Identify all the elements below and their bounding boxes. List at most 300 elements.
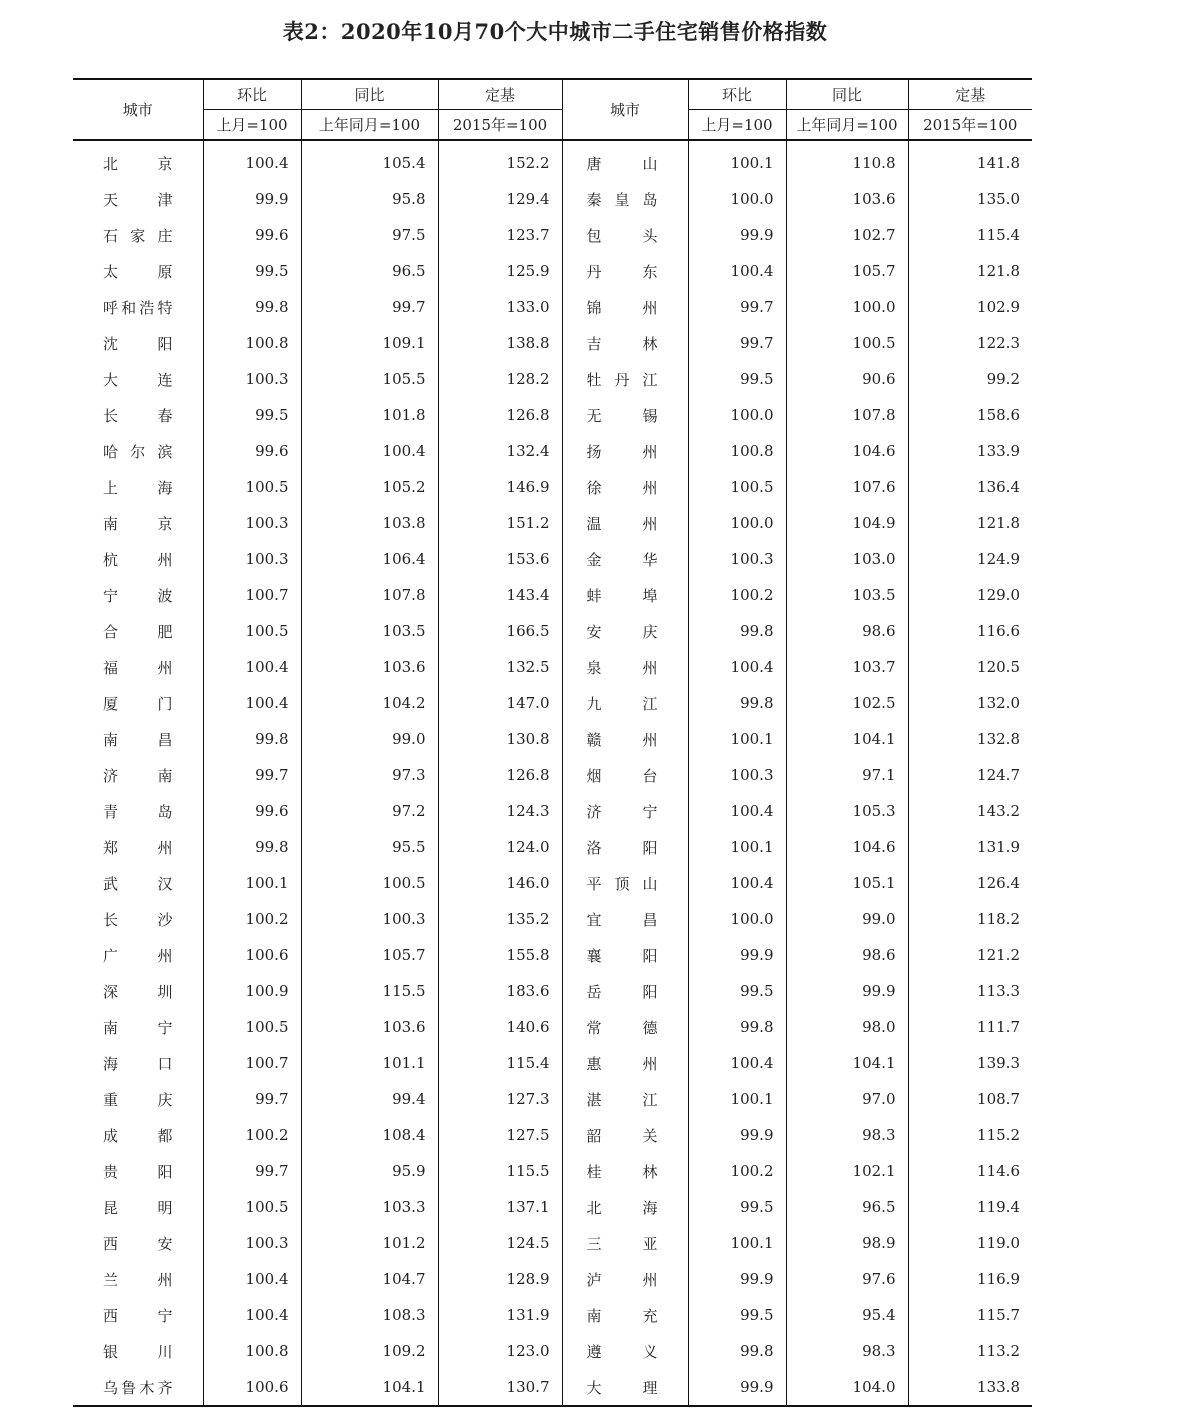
fixed-base-value: 130.8 [438, 721, 562, 757]
mom-value: 100.3 [203, 1225, 301, 1261]
yoy-value: 104.7 [301, 1261, 438, 1297]
city-name-right: 牡丹江 [562, 361, 688, 397]
city-name-right: 泸州 [562, 1261, 688, 1297]
city-name: 广州 [103, 946, 173, 965]
fixed-base-value: 128.2 [438, 361, 562, 397]
city-name: 宁波 [103, 586, 173, 605]
city-name: 西安 [103, 1234, 173, 1253]
yoy-value: 101.2 [301, 1225, 438, 1261]
mom-value: 99.5 [203, 397, 301, 433]
mom-value: 99.8 [203, 289, 301, 325]
fixed-base-value: 129.4 [438, 181, 562, 217]
yoy-value-right: 97.6 [786, 1261, 908, 1297]
city-name-right: 扬州 [562, 433, 688, 469]
city-column-header: 城市 [122, 101, 153, 119]
yoy-value-right: 98.6 [786, 937, 908, 973]
mom-value-right: 100.3 [688, 757, 786, 793]
yoy-value-right: 90.6 [786, 361, 908, 397]
fixed-base-value-right: 131.9 [908, 829, 1032, 865]
yoy-value-right: 110.8 [786, 140, 908, 181]
city-name-right: 赣州 [562, 721, 688, 757]
yoy-value: 97.5 [301, 217, 438, 253]
fixed-base-value-right: 135.0 [908, 181, 1032, 217]
mom-value-right: 99.7 [688, 325, 786, 361]
yoy-value: 95.9 [301, 1153, 438, 1189]
city-name: 青岛 [103, 802, 173, 821]
yoy-base-subheader: 上年同月=100 [301, 110, 438, 141]
fixed-base-value-right: 133.9 [908, 433, 1032, 469]
city-name: 沈阳 [103, 334, 173, 353]
table-body [73, 140, 1032, 1406]
yoy-column-header-right: 同比 [786, 79, 908, 110]
table-row [73, 1333, 1032, 1369]
fixed-base-value: 146.0 [438, 865, 562, 901]
table-row [73, 181, 1032, 217]
yoy-value-right: 98.3 [786, 1333, 908, 1369]
mom-value: 100.3 [203, 541, 301, 577]
yoy-value: 100.4 [301, 433, 438, 469]
fixed-base-value-right: 116.6 [908, 613, 1032, 649]
table-row [73, 253, 1032, 289]
fixed-base-value-right: 119.4 [908, 1189, 1032, 1225]
city-name-right: 吉林 [562, 325, 688, 361]
yoy-value: 97.3 [301, 757, 438, 793]
fixed-base-value-right: 118.2 [908, 901, 1032, 937]
fixed-base-value: 132.5 [438, 649, 562, 685]
fixed-base-value-right: 132.0 [908, 685, 1032, 721]
yoy-value-right: 104.6 [786, 433, 908, 469]
city-name: 厦门 [103, 694, 173, 713]
city-name: 南宁 [103, 1018, 173, 1037]
fixed-base-value: 115.5 [438, 1153, 562, 1189]
yoy-value: 104.2 [301, 685, 438, 721]
city-name: 银川 [103, 1342, 173, 1361]
fixed-base-value: 138.8 [438, 325, 562, 361]
fixed-base-value-right: 116.9 [908, 1261, 1032, 1297]
yoy-value-right: 107.8 [786, 397, 908, 433]
fixed-base-value-right: 111.7 [908, 1009, 1032, 1045]
fixed-base-value-right: 113.3 [908, 973, 1032, 1009]
table-row [73, 829, 1032, 865]
city-name-right: 韶关 [562, 1117, 688, 1153]
table-row [73, 541, 1032, 577]
yoy-value-right: 103.7 [786, 649, 908, 685]
city-name: 北京 [103, 154, 173, 173]
mom-value-right: 100.5 [688, 469, 786, 505]
fixed-base-value: 132.4 [438, 433, 562, 469]
mom-value: 100.7 [203, 1045, 301, 1081]
mom-value-right: 100.1 [688, 1081, 786, 1117]
mom-value: 100.8 [203, 1333, 301, 1369]
mom-value: 100.5 [203, 469, 301, 505]
mom-value-right: 99.9 [688, 1369, 786, 1406]
mom-value: 100.4 [203, 1297, 301, 1333]
yoy-value-right: 105.7 [786, 253, 908, 289]
yoy-value: 105.4 [301, 140, 438, 181]
mom-value: 100.5 [203, 613, 301, 649]
mom-column-header: 环比 [203, 79, 301, 110]
yoy-value-right: 98.3 [786, 1117, 908, 1153]
yoy-value-right: 98.9 [786, 1225, 908, 1261]
fixed-base-value-right: 119.0 [908, 1225, 1032, 1261]
city-name-right: 常德 [562, 1009, 688, 1045]
fixed-base-value: 123.7 [438, 217, 562, 253]
yoy-value: 108.3 [301, 1297, 438, 1333]
mom-base-subheader: 上月=100 [203, 110, 301, 141]
yoy-value-right: 99.0 [786, 901, 908, 937]
city-name: 兰州 [103, 1270, 173, 1289]
mom-value: 100.4 [203, 649, 301, 685]
mom-value-right: 100.1 [688, 829, 786, 865]
city-name: 天津 [103, 190, 173, 209]
fixed-base-value: 155.8 [438, 937, 562, 973]
city-name: 昆明 [103, 1198, 173, 1217]
yoy-value: 103.6 [301, 649, 438, 685]
fixed-base-value-right: 132.8 [908, 721, 1032, 757]
fixed-base-value: 124.3 [438, 793, 562, 829]
mom-value: 100.5 [203, 1009, 301, 1045]
yoy-column-header: 同比 [301, 79, 438, 110]
table-row [73, 1189, 1032, 1225]
table-row [73, 1009, 1032, 1045]
fixed-base-value-right: 121.2 [908, 937, 1032, 973]
city-name: 贵阳 [103, 1162, 173, 1181]
city-name: 武汉 [103, 874, 173, 893]
city-name: 呼和浩特 [103, 298, 173, 317]
yoy-value: 108.4 [301, 1117, 438, 1153]
mom-value: 99.8 [203, 829, 301, 865]
yoy-value-right: 102.7 [786, 217, 908, 253]
mom-value-right: 99.5 [688, 1189, 786, 1225]
city-name: 深圳 [103, 982, 173, 1001]
city-name-right: 温州 [562, 505, 688, 541]
table-row [73, 469, 1032, 505]
fixed-base-subheader-right: 2015年=100 [908, 110, 1032, 141]
yoy-value-right: 103.5 [786, 577, 908, 613]
yoy-value: 109.2 [301, 1333, 438, 1369]
fixed-base-value-right: 122.3 [908, 325, 1032, 361]
city-name: 合肥 [103, 622, 173, 641]
yoy-value-right: 104.9 [786, 505, 908, 541]
mom-value: 100.3 [203, 361, 301, 397]
mom-value-right: 99.9 [688, 1261, 786, 1297]
table-row [73, 217, 1032, 253]
yoy-value-right: 105.1 [786, 865, 908, 901]
yoy-value-right: 100.5 [786, 325, 908, 361]
city-name-right: 锦州 [562, 289, 688, 325]
mom-value-right: 100.4 [688, 1045, 786, 1081]
mom-column-header-right: 环比 [688, 79, 786, 110]
mom-value-right: 100.4 [688, 793, 786, 829]
mom-value: 100.4 [203, 1261, 301, 1297]
fixed-base-value: 133.0 [438, 289, 562, 325]
table-row [73, 1369, 1032, 1406]
yoy-value: 103.8 [301, 505, 438, 541]
mom-value-right: 100.0 [688, 901, 786, 937]
fixed-base-value: 126.8 [438, 397, 562, 433]
table-row [73, 1081, 1032, 1117]
fixed-base-column-header-right: 定基 [908, 79, 1032, 110]
table-row [73, 685, 1032, 721]
fixed-base-value-right: 121.8 [908, 253, 1032, 289]
table-row [73, 901, 1032, 937]
table-row [73, 793, 1032, 829]
yoy-value-right: 97.1 [786, 757, 908, 793]
fixed-base-value: 135.2 [438, 901, 562, 937]
mom-value: 99.8 [203, 721, 301, 757]
mom-value-right: 99.8 [688, 613, 786, 649]
mom-base-subheader-right: 上月=100 [688, 110, 786, 141]
mom-value-right: 100.4 [688, 649, 786, 685]
city-name-right: 大理 [562, 1369, 688, 1406]
table-title: 表2：2020年10月70个大中城市二手住宅销售价格指数 [282, 19, 828, 44]
fixed-base-value: 124.5 [438, 1225, 562, 1261]
fixed-base-value: 130.7 [438, 1369, 562, 1406]
city-name: 上海 [103, 478, 173, 497]
mom-value: 99.6 [203, 793, 301, 829]
mom-value: 99.7 [203, 1081, 301, 1117]
yoy-value-right: 100.0 [786, 289, 908, 325]
mom-value: 100.1 [203, 865, 301, 901]
mom-value: 100.5 [203, 1189, 301, 1225]
table-row [73, 325, 1032, 361]
yoy-value: 105.5 [301, 361, 438, 397]
yoy-value: 103.3 [301, 1189, 438, 1225]
city-name-right: 秦皇岛 [562, 181, 688, 217]
fixed-base-column-header: 定基 [438, 79, 562, 110]
mom-value-right: 99.5 [688, 361, 786, 397]
mom-value-right: 99.8 [688, 1333, 786, 1369]
city-name: 乌鲁木齐 [103, 1378, 173, 1397]
yoy-value: 101.1 [301, 1045, 438, 1081]
mom-value: 100.6 [203, 937, 301, 973]
yoy-value-right: 104.0 [786, 1369, 908, 1406]
city-name: 重庆 [103, 1090, 173, 1109]
fixed-base-value: 147.0 [438, 685, 562, 721]
yoy-value: 99.4 [301, 1081, 438, 1117]
fixed-base-value: 143.4 [438, 577, 562, 613]
yoy-value: 105.7 [301, 937, 438, 973]
mom-value-right: 100.2 [688, 1153, 786, 1189]
yoy-value-right: 105.3 [786, 793, 908, 829]
yoy-value: 100.5 [301, 865, 438, 901]
mom-value: 99.6 [203, 217, 301, 253]
yoy-value: 95.5 [301, 829, 438, 865]
mom-value-right: 99.9 [688, 1117, 786, 1153]
fixed-base-value: 183.6 [438, 973, 562, 1009]
fixed-base-value: 123.0 [438, 1333, 562, 1369]
mom-value-right: 99.5 [688, 973, 786, 1009]
mom-value-right: 100.0 [688, 505, 786, 541]
mom-value-right: 99.8 [688, 1009, 786, 1045]
yoy-value-right: 104.6 [786, 829, 908, 865]
fixed-base-value-right: 108.7 [908, 1081, 1032, 1117]
table-row [73, 1117, 1032, 1153]
city-name-right: 宜昌 [562, 901, 688, 937]
fixed-base-value-right: 136.4 [908, 469, 1032, 505]
table-header [73, 79, 1032, 140]
city-column-header-right: 城市 [562, 79, 688, 140]
mom-value-right: 99.9 [688, 937, 786, 973]
fixed-base-value-right: 124.7 [908, 757, 1032, 793]
mom-value-right: 99.8 [688, 685, 786, 721]
city-name: 海口 [103, 1054, 173, 1073]
yoy-value-right: 104.1 [786, 1045, 908, 1081]
mom-value-right: 100.0 [688, 181, 786, 217]
city-name-right: 烟台 [562, 757, 688, 793]
yoy-value-right: 103.6 [786, 181, 908, 217]
mom-value: 100.7 [203, 577, 301, 613]
fixed-base-value: 152.2 [438, 140, 562, 181]
mom-value-right: 100.4 [688, 865, 786, 901]
city-name: 长春 [103, 406, 173, 425]
fixed-base-value: 126.8 [438, 757, 562, 793]
city-name-right: 三亚 [562, 1225, 688, 1261]
mom-value: 100.4 [203, 140, 301, 181]
yoy-value: 106.4 [301, 541, 438, 577]
yoy-value-right: 98.0 [786, 1009, 908, 1045]
table-row [73, 721, 1032, 757]
yoy-value: 96.5 [301, 253, 438, 289]
city-name-right: 泉州 [562, 649, 688, 685]
fixed-base-value-right: 114.6 [908, 1153, 1032, 1189]
city-name-right: 无锡 [562, 397, 688, 433]
city-name-right: 济宁 [562, 793, 688, 829]
yoy-value-right: 98.6 [786, 613, 908, 649]
fixed-base-value-right: 133.8 [908, 1369, 1032, 1406]
price-index-table [73, 78, 1032, 1407]
yoy-value: 104.1 [301, 1369, 438, 1406]
mom-value-right: 100.1 [688, 1225, 786, 1261]
fixed-base-value: 128.9 [438, 1261, 562, 1297]
table-row [73, 937, 1032, 973]
yoy-value: 103.6 [301, 1009, 438, 1045]
fixed-base-value-right: 115.7 [908, 1297, 1032, 1333]
mom-value: 100.6 [203, 1369, 301, 1406]
city-name-right: 惠州 [562, 1045, 688, 1081]
city-name-right: 桂林 [562, 1153, 688, 1189]
mom-value: 100.8 [203, 325, 301, 361]
fixed-base-value: 115.4 [438, 1045, 562, 1081]
yoy-value: 105.2 [301, 469, 438, 505]
city-name-right: 唐山 [562, 140, 688, 181]
yoy-value-right: 96.5 [786, 1189, 908, 1225]
mom-value-right: 99.7 [688, 289, 786, 325]
city-name-right: 岳阳 [562, 973, 688, 1009]
table-row [73, 1261, 1032, 1297]
city-name-right: 金华 [562, 541, 688, 577]
city-name: 南昌 [103, 730, 173, 749]
city-name-right: 遵义 [562, 1333, 688, 1369]
yoy-value: 109.1 [301, 325, 438, 361]
city-name: 成都 [103, 1126, 173, 1145]
city-name-right: 安庆 [562, 613, 688, 649]
city-name-right: 丹东 [562, 253, 688, 289]
mom-value-right: 100.3 [688, 541, 786, 577]
fixed-base-value-right: 143.2 [908, 793, 1032, 829]
yoy-value-right: 104.1 [786, 721, 908, 757]
mom-value: 99.6 [203, 433, 301, 469]
yoy-value: 115.5 [301, 973, 438, 1009]
fixed-base-value: 153.6 [438, 541, 562, 577]
fixed-base-value-right: 126.4 [908, 865, 1032, 901]
mom-value-right: 100.0 [688, 397, 786, 433]
city-name: 济南 [103, 766, 173, 785]
table-row [73, 577, 1032, 613]
table-row [73, 140, 1032, 181]
mom-value-right: 100.2 [688, 577, 786, 613]
fixed-base-value-right: 115.2 [908, 1117, 1032, 1153]
table-row [73, 289, 1032, 325]
fixed-base-value: 166.5 [438, 613, 562, 649]
fixed-base-value-right: 121.8 [908, 505, 1032, 541]
yoy-value: 103.5 [301, 613, 438, 649]
mom-value-right: 99.5 [688, 1297, 786, 1333]
table-row [73, 397, 1032, 433]
table-row [73, 1225, 1032, 1261]
fixed-base-value: 137.1 [438, 1189, 562, 1225]
yoy-base-subheader-right: 上年同月=100 [786, 110, 908, 141]
yoy-value-right: 107.6 [786, 469, 908, 505]
table-row [73, 757, 1032, 793]
fixed-base-value-right: 124.9 [908, 541, 1032, 577]
fixed-base-value-right: 113.2 [908, 1333, 1032, 1369]
city-name: 大连 [103, 370, 173, 389]
city-name-right: 包头 [562, 217, 688, 253]
fixed-base-subheader: 2015年=100 [438, 110, 562, 141]
yoy-value: 100.3 [301, 901, 438, 937]
mom-value: 100.9 [203, 973, 301, 1009]
mom-value-right: 100.4 [688, 253, 786, 289]
city-name: 哈尔滨 [103, 442, 173, 461]
yoy-value: 97.2 [301, 793, 438, 829]
fixed-base-value: 151.2 [438, 505, 562, 541]
mom-value: 99.5 [203, 253, 301, 289]
table-row [73, 361, 1032, 397]
mom-value: 100.2 [203, 901, 301, 937]
fixed-base-value: 124.0 [438, 829, 562, 865]
fixed-base-value-right: 120.5 [908, 649, 1032, 685]
city-name: 西宁 [103, 1306, 173, 1325]
table-row [73, 865, 1032, 901]
yoy-value-right: 102.5 [786, 685, 908, 721]
city-name-right: 襄阳 [562, 937, 688, 973]
fixed-base-value-right: 158.6 [908, 397, 1032, 433]
table-row [73, 613, 1032, 649]
yoy-value-right: 103.0 [786, 541, 908, 577]
table-row [73, 1153, 1032, 1189]
mom-value: 100.4 [203, 685, 301, 721]
fixed-base-value: 127.5 [438, 1117, 562, 1153]
mom-value: 99.9 [203, 181, 301, 217]
city-name: 长沙 [103, 910, 173, 929]
city-name-right: 蚌埠 [562, 577, 688, 613]
yoy-value: 107.8 [301, 577, 438, 613]
city-name-right: 湛江 [562, 1081, 688, 1117]
mom-value: 99.7 [203, 757, 301, 793]
fixed-base-value: 127.3 [438, 1081, 562, 1117]
city-name: 郑州 [103, 838, 173, 857]
table-row [73, 433, 1032, 469]
fixed-base-value: 131.9 [438, 1297, 562, 1333]
city-name: 太原 [103, 262, 173, 281]
fixed-base-value: 125.9 [438, 253, 562, 289]
city-name: 石家庄 [103, 226, 173, 245]
table-row [73, 505, 1032, 541]
mom-value-right: 99.9 [688, 217, 786, 253]
city-name-right: 徐州 [562, 469, 688, 505]
fixed-base-value-right: 102.9 [908, 289, 1032, 325]
